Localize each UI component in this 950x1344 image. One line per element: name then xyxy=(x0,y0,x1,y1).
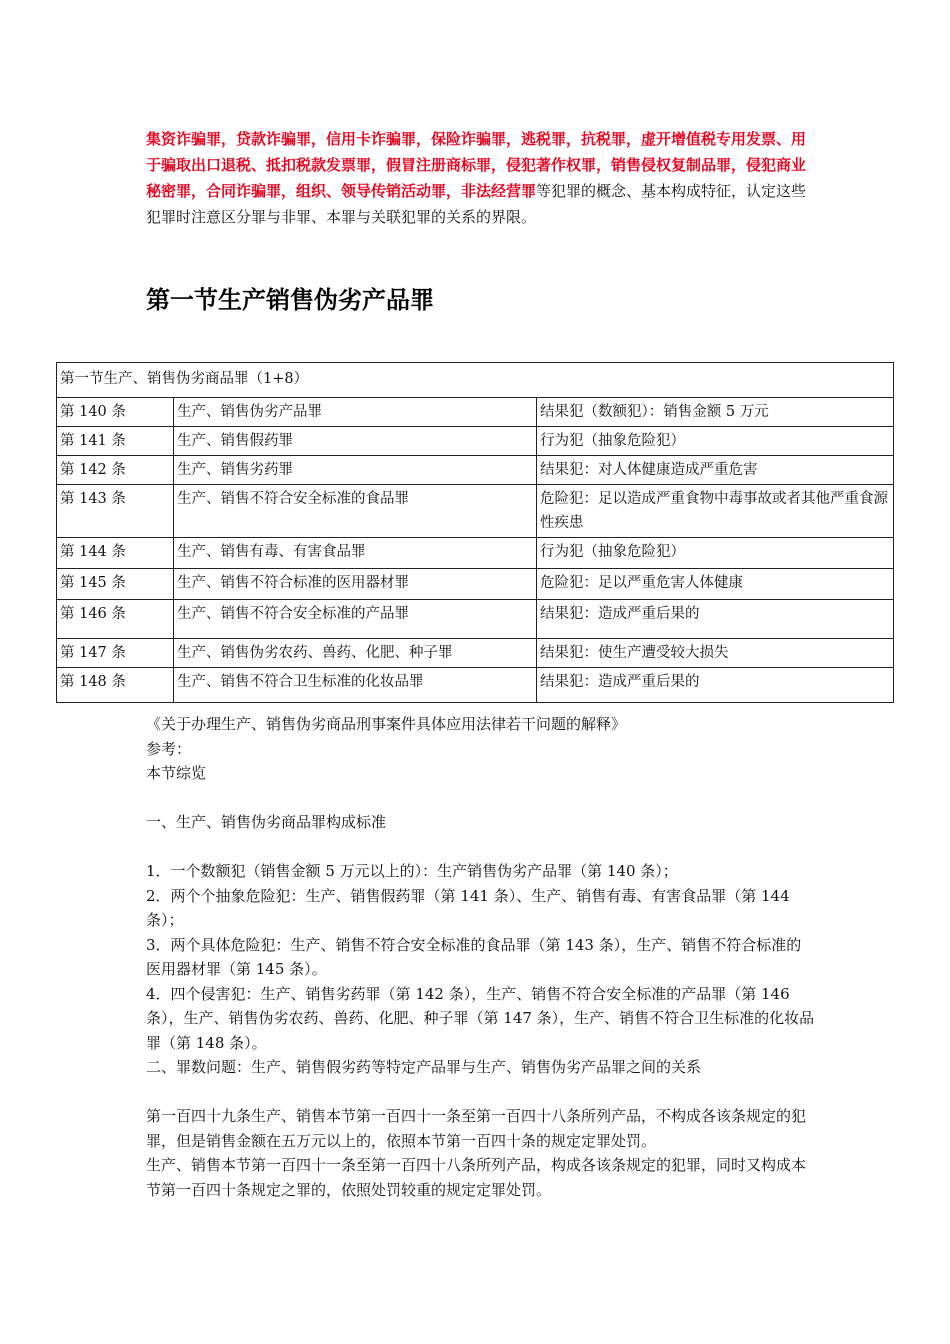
section-1-title: 一、生产、销售伪劣商品罪构成标准 xyxy=(146,813,387,831)
body-text xyxy=(146,712,816,1202)
crime-cell: 生产、销售假药罪 xyxy=(174,427,537,456)
article-cell: 第 143 条 xyxy=(57,485,174,538)
crime-cell: 生产、销售不符合安全标准的食品罪 xyxy=(174,485,537,538)
table-row xyxy=(57,538,894,569)
type-cell: 结果犯：使生产遭受较大损失 xyxy=(537,639,894,668)
list-item: 1．一个数额犯（销售金额 5 万元以上的）：生产销售伪劣产品罪（第 140 条）； xyxy=(146,862,678,880)
article-cell: 第 146 条 xyxy=(57,600,174,639)
crime-list-highlight: 集资诈骗罪，贷款诈骗罪，信用卡诈骗罪，保险诈骗罪，逃税罪，抗税罪，虚开增值税专用发票、用于骗取出口退税、抵扣税款发票罪，假冒注册商标罪，侵犯著作权罪，销售侵权复制品罪，侵犯商业秘密罪，合同诈骗罪，组织、领导传销活动罪，非法经营罪 xyxy=(146,130,807,200)
spacer xyxy=(146,1080,816,1105)
type-cell: 结果犯（数额犯）：销售金额 5 万元 xyxy=(537,398,894,427)
table-row xyxy=(57,639,894,668)
reference-label: 参考： xyxy=(146,739,192,758)
list-item: 3．两个具体危险犯：生产、销售不符合安全标准的食品罪（第 143 条），生产、销售不符合标准的医用器材罪（第 145 条）。 xyxy=(146,935,802,978)
section-heading: 第一节生产销售伪劣产品罪 xyxy=(146,286,434,314)
spacer xyxy=(146,786,816,811)
crime-cell: 生产、销售劣药罪 xyxy=(174,456,537,485)
table-header-cell: 第一节生产、销售伪劣商品罪（1+8） xyxy=(57,363,894,398)
type-cell: 行为犯（抽象危险犯） xyxy=(537,538,894,569)
crime-cell: 生产、销售不符合标准的医用器材罪 xyxy=(174,569,537,600)
spacer xyxy=(146,835,816,860)
crime-cell: 生产、销售有毒、有害食品罪 xyxy=(174,538,537,569)
table-row xyxy=(57,427,894,456)
article-cell: 第 140 条 xyxy=(57,398,174,427)
crime-cell: 生产、销售伪劣农药、兽药、化肥、种子罪 xyxy=(174,639,537,668)
type-cell: 结果犯：对人体健康造成严重危害 xyxy=(537,456,894,485)
table-header-row xyxy=(57,363,894,398)
reference-title: 《关于办理生产、销售伪劣商品刑事案件具体应用法律若干问题的解释》 xyxy=(146,715,627,733)
type-cell: 结果犯：造成严重后果的 xyxy=(537,668,894,703)
crime-table xyxy=(56,362,894,703)
type-cell: 危险犯：足以造成严重食物中毒事故或者其他严重食源性疾患 xyxy=(537,485,894,538)
crime-cell: 生产、销售伪劣产品罪 xyxy=(174,398,537,427)
section-2-title: 二、罪数问题：生产、销售假劣药等特定产品罪与生产、销售伪劣产品罪之间的关系 xyxy=(146,1058,702,1076)
table-row xyxy=(57,569,894,600)
paragraph: 生产、销售本节第一百四十一条至第一百四十八条所列产品，构成各该条规定的犯罪，同时又构成本节第一百四十条规定之罪的，依照处罚较重的规定定罪处罚。 xyxy=(146,1156,807,1199)
article-cell: 第 141 条 xyxy=(57,427,174,456)
type-cell: 结果犯：造成严重后果的 xyxy=(537,600,894,639)
paragraph: 第一百四十九条生产、销售本节第一百四十一条至第一百四十八条所列产品，不构成各该条规定的犯罪，但是销售金额在五万元以上的，依照本节第一百四十条的规定定罪处罚。 xyxy=(146,1107,807,1150)
list-item: 4．四个侵害犯：生产、销售劣药罪（第 142 条），生产、销售不符合安全标准的产品罪（第 146 条），生产、销售伪劣农药、兽药、化肥、种子罪（第 147 条），生产、销售不符合卫生标准的化妆品罪（第 148 条）。 xyxy=(146,984,815,1052)
table-row xyxy=(57,398,894,427)
list-item: 2．两个个抽象危险犯：生产、销售假药罪（第 141 条）、生产、销售有毒、有害食品罪（第 144 条）； xyxy=(146,886,790,929)
article-cell: 第 145 条 xyxy=(57,569,174,600)
table-row xyxy=(57,485,894,538)
article-cell: 第 142 条 xyxy=(57,456,174,485)
article-cell: 第 148 条 xyxy=(57,668,174,703)
crime-cell: 生产、销售不符合卫生标准的化妆品罪 xyxy=(174,668,537,703)
type-cell: 危险犯：足以严重危害人体健康 xyxy=(537,569,894,600)
table-row xyxy=(57,456,894,485)
article-cell: 第 147 条 xyxy=(57,639,174,668)
intro-paragraph xyxy=(146,126,816,230)
article-cell: 第 144 条 xyxy=(57,538,174,569)
table-row xyxy=(57,668,894,703)
intro-text: 等犯罪的概念、基本构成特征，认定这些犯罪时注意区分罪与非罪、本罪与关联犯罪的关系的界限。 xyxy=(146,182,807,226)
crime-cell: 生产、销售不符合安全标准的产品罪 xyxy=(174,600,537,639)
overview-label: 本节综览 xyxy=(146,764,207,782)
table-row xyxy=(57,600,894,639)
type-cell: 行为犯（抽象危险犯） xyxy=(537,427,894,456)
